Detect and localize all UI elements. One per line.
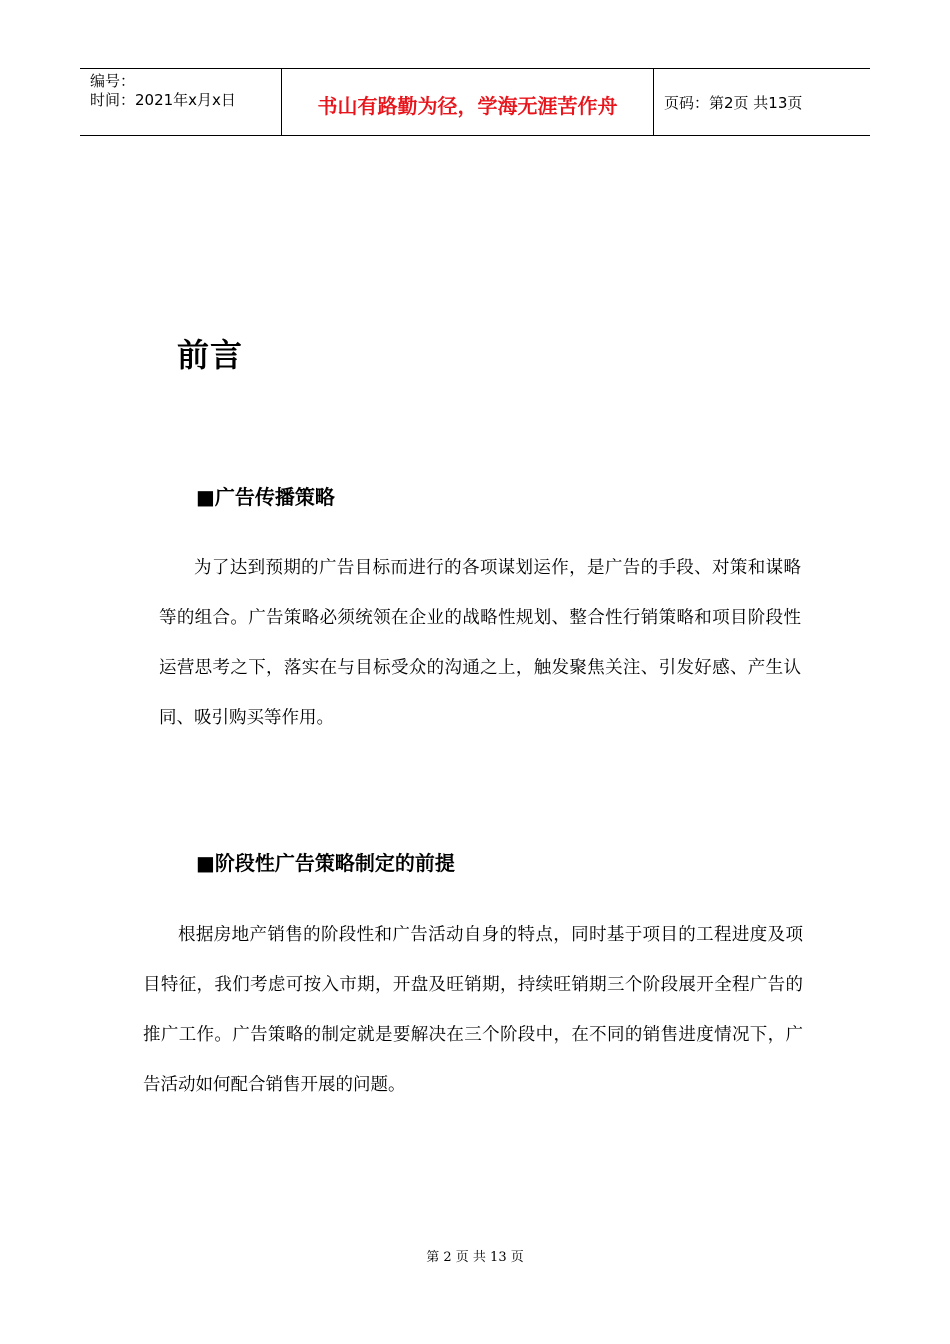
header-page-info: 页码：第2页 共13页	[664, 93, 803, 112]
section-paragraph-ad-strategy: 为了达到预期的广告目标而进行的各项谋划运作，是广告的手段、对策和谋略等的组合。广告策略必须统领在企业的战略性规划、整合性行销策略和项目阶段性运营思考之下，落实在与目标受众的沟通之上，触发聚焦关注、引发好感、产生认同、吸引购买等作用。	[159, 558, 801, 728]
header-meta	[80, 69, 282, 135]
number-label: 编号：	[90, 72, 136, 90]
date-label: 时间：2021年x月x日	[90, 91, 236, 109]
page-title: 前言	[177, 336, 244, 374]
page-header	[80, 68, 870, 136]
page-footer: 第 2 页 共 13 页	[426, 1250, 524, 1265]
section-heading-strategy-premise: ■阶段性广告策略制定的前提	[196, 851, 455, 875]
section-heading-ad-strategy: ■广告传播策略	[196, 485, 335, 509]
header-motto: 书山有路勤为径，学海无涯苦作舟	[282, 69, 654, 135]
section-paragraph-strategy-premise: 根据房地产销售的阶段性和广告活动自身的特点，同时基于项目的工程进度及项目特征，我们考虑可按入市期，开盘及旺销期，持续旺销期三个阶段展开全程广告的推广工作。广告策略的制定就是要解决在三个阶段中，在不同的销售进度情况下，广告活动如何配合销售开展的问题。	[143, 925, 803, 1095]
